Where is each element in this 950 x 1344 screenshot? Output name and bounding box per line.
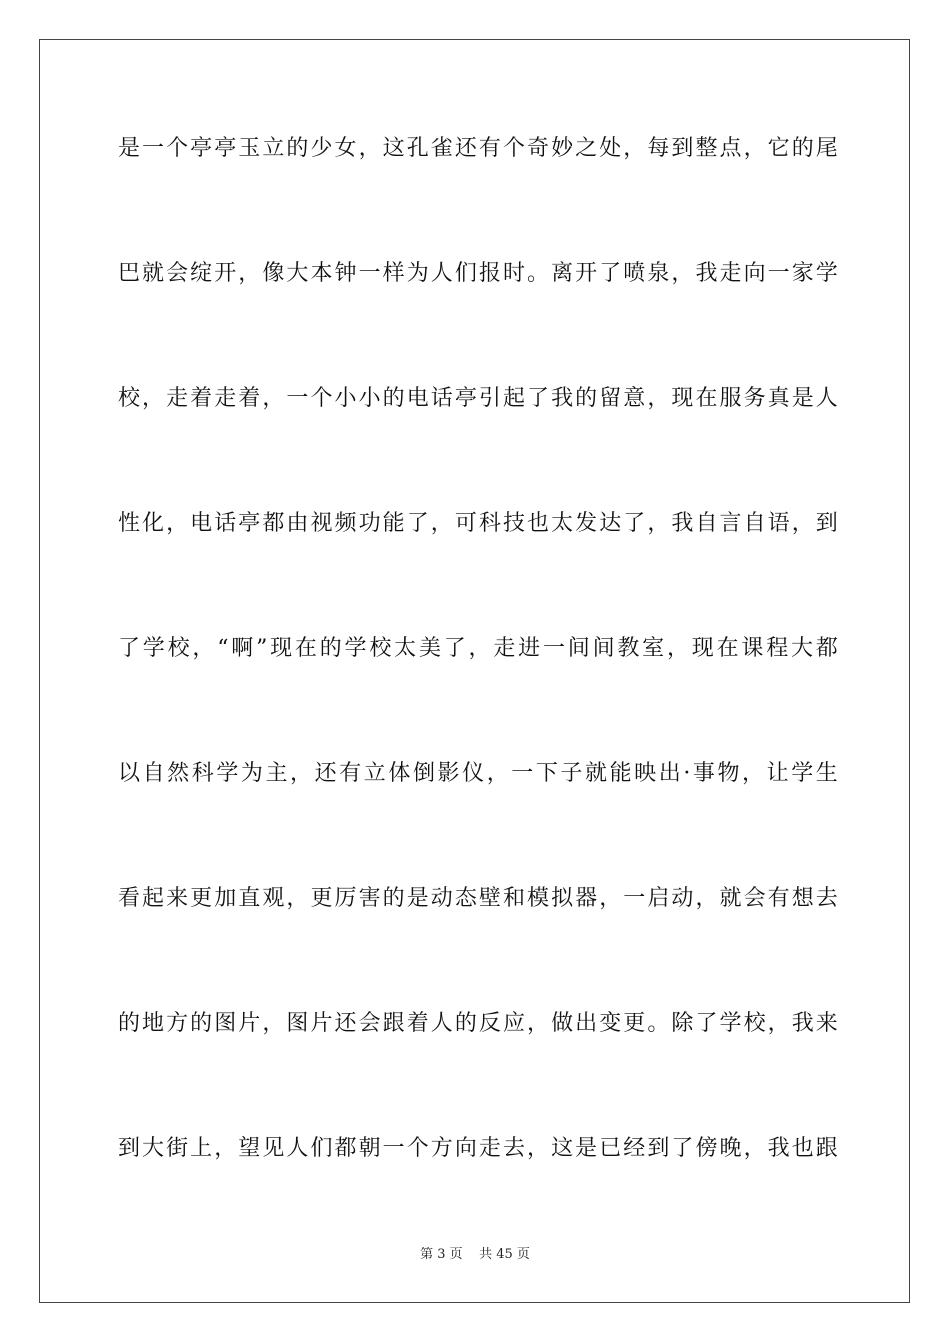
text-line: 性化，电话亭都由视频功能了，可科技也太发达了，我自言自语，到 (118, 511, 838, 536)
text-line: 校，走着走着，一个小小的电话亭引起了我的留意，现在服务真是人 (118, 386, 838, 411)
page-number-footer: 第 3 页 共 45 页 (420, 1247, 530, 1262)
text-line: 了学校，“啊”现在的学校太美了，走进一间间教室，现在课程大都 (118, 636, 838, 661)
text-line: 以自然科学为主，还有立体倒影仪，一下子就能映出·事物，让学生 (118, 761, 838, 786)
text-line: 到大街上，望见人们都朝一个方向走去，这是已经到了傍晚，我也跟 (118, 1136, 838, 1161)
page-border (39, 39, 910, 1303)
text-line: 的地方的图片，图片还会跟着人的反应，做出变更。除了学校，我来 (118, 1011, 838, 1036)
text-line: 看起来更加直观，更厉害的是动态壁和模拟器，一启动，就会有想去 (118, 886, 838, 911)
text-line: 是一个亭亭玉立的少女，这孔雀还有个奇妙之处，每到整点，它的尾 (118, 136, 838, 161)
text-line: 巴就会绽开，像大本钟一样为人们报时。离开了喷泉，我走向一家学 (118, 261, 838, 286)
